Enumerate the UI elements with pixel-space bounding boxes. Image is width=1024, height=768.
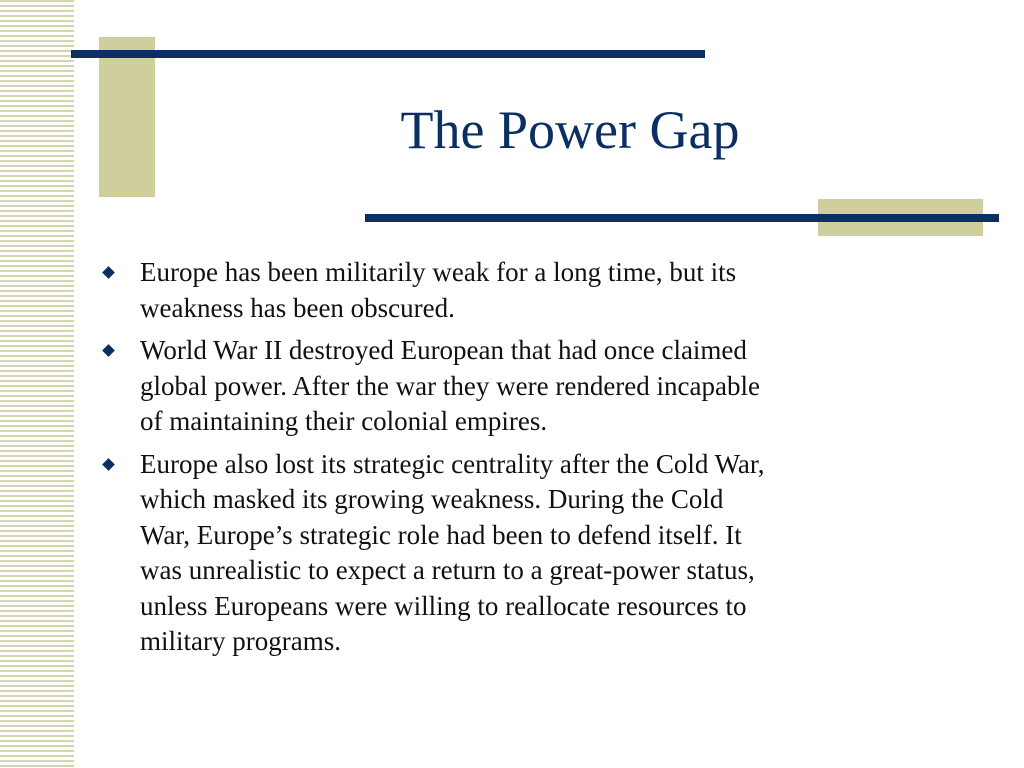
bullet-item (100, 333, 980, 440)
title-rule-top (71, 50, 705, 58)
diamond-bullet-icon (102, 344, 115, 357)
bullet-list (100, 255, 980, 667)
bullet-line: World War II destroyed European that had once claimed (140, 335, 747, 365)
bullet-line: military programs. (140, 626, 341, 656)
diamond-bullet-icon (102, 266, 115, 279)
bullet-line: Europe has been militarily weak for a long time, but its (140, 257, 737, 287)
diamond-bullet-icon (102, 458, 115, 471)
bullet-line: War, Europe’s strategic role had been to defend itself. It (140, 519, 742, 550)
bullet-line: Europe also lost its strategic centrality after the Cold War, (140, 448, 765, 479)
bullet-line: unless Europeans were willing to reallocate resources to (140, 590, 747, 621)
bullet-line: was unrealistic to expect a return to a great-power status, (140, 555, 755, 585)
title-rule-bottom (365, 214, 999, 222)
bullet-line: weakness has been obscured. (140, 292, 455, 323)
bullet-item (100, 255, 980, 326)
slide-title: The Power Gap (400, 100, 740, 160)
bullet-item (100, 447, 980, 660)
bullet-line: which masked its growing weakness. During the Cold (140, 484, 724, 514)
bullet-line: global power. After the war they were rendered incapable (140, 370, 760, 401)
bullet-line: of maintaining their colonial empires. (140, 406, 548, 436)
striped-margin-decoration (0, 0, 74, 768)
khaki-block-top (99, 37, 155, 197)
